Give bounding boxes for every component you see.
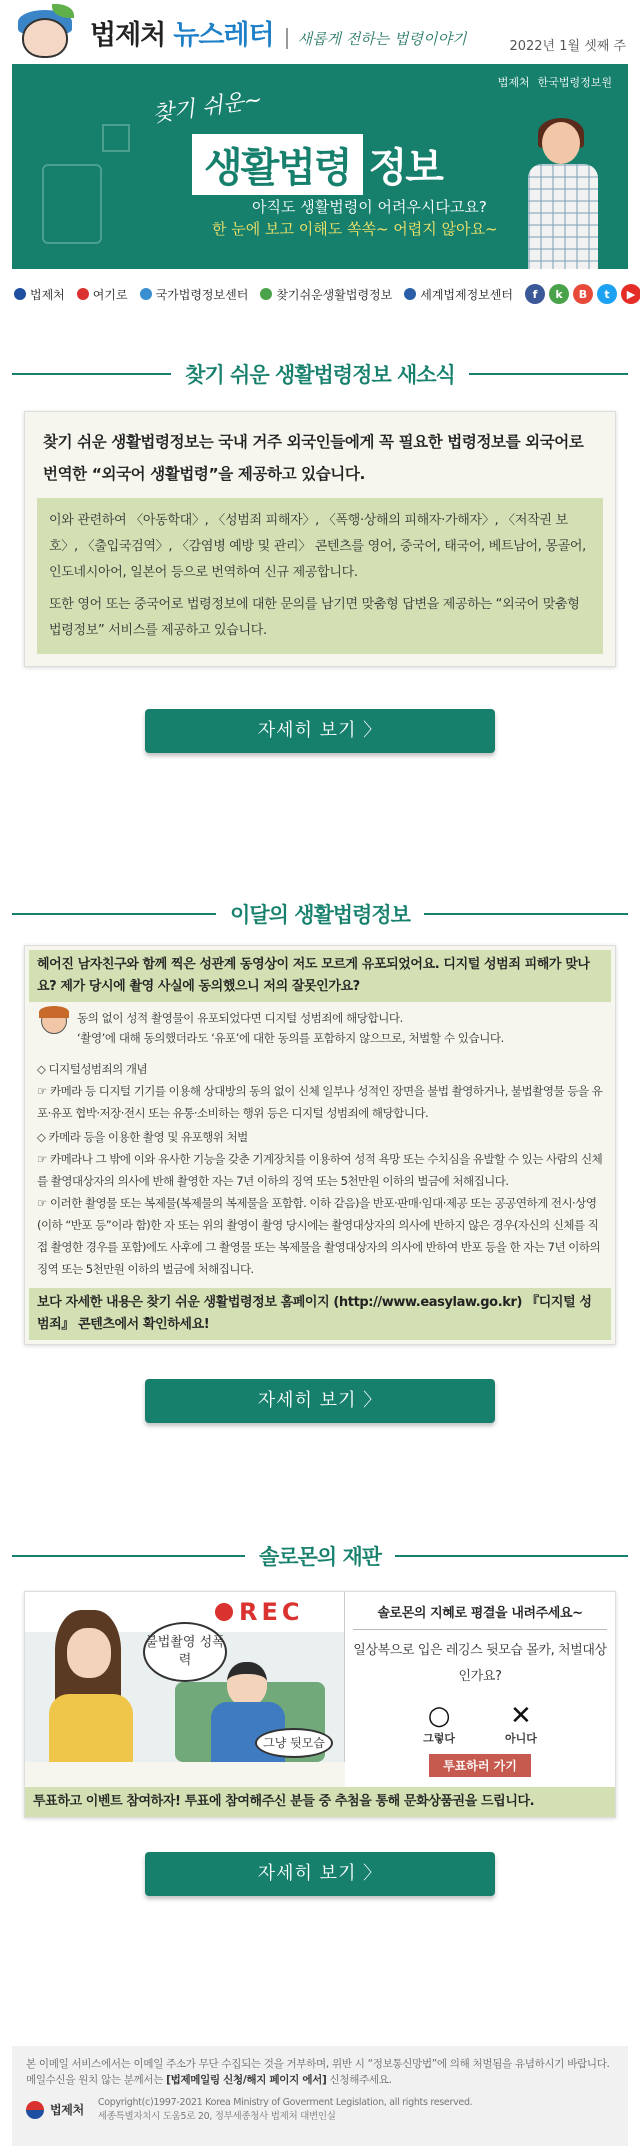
footer-notice: 본 이메일 서비스에서는 이메일 주소가 무단 수집되는 것을 거부하며, 위반 시 “정보통신망법”에 의해 처벌됨을 유념하시기 바랍니다. 메일수신을 원치 않는 분께서는 [법제메일링 신청/해지 페이지 에서] 신청해주세요. bbox=[26, 2058, 610, 2086]
moleg-icon bbox=[14, 288, 26, 300]
section-news-header bbox=[0, 359, 640, 389]
solomon-footer: 투표하고 이벤트 참여하자! 투표에 참여해주신 분들 중 추첨을 통해 문화상품권을 드립니다. bbox=[25, 1787, 615, 1817]
quick-links bbox=[0, 269, 640, 319]
monthly-card bbox=[24, 945, 616, 1345]
monthly-paragraph-3: ☞ 이러한 촬영물 또는 복제물(복제물의 복제물을 포함함. 이하 같음)을 반포·판매·임대·제공 또는 공공연하게 전시·상영(이하 “반포 등”이라 함)한 자 또는 위의 촬영이 촬영 당시에는 촬영대상자의 의사에 반하지 않은 경우(자신의 신체를 직접 촬영한 경우를 포함)에도 사후에 그 촬영물 또는 복제물을 촬영대상자의 의사에 반하여 반포 등을 한 자는 7년 이하의 징역 또는 5천만원 이하의 벌금에 처해집니다. bbox=[37, 1196, 601, 1276]
option-no[interactable] bbox=[505, 1702, 537, 1746]
banner-org-klis: 한국법령정보원 bbox=[537, 76, 612, 89]
quiz-question: 일상복으로 입은 레깅스 뒷모습 몰카, 처벌대상인가요? bbox=[353, 1643, 607, 1684]
option-yes-label: 그렇다 bbox=[423, 1732, 455, 1745]
quiz-options bbox=[353, 1702, 607, 1746]
link-easylaw[interactable]: 찾기쉬운생활법령정보 bbox=[260, 286, 392, 303]
cross-icon: ✕ bbox=[510, 1701, 532, 1731]
footer-logo: 법제처 bbox=[26, 2101, 84, 2119]
comic-illustration bbox=[25, 1592, 345, 1762]
news-card bbox=[24, 411, 616, 667]
news-paragraph-1: 이와 관련하여 〈아동학대〉, 〈성범죄 피해자〉, 〈폭행·상해의 피해자·가해자〉, 〈저작권 보호〉, 〈출입국검역〉, 〈감염병 예방 및 관리〉 콘텐츠를 영어, 중국어, 태국어, 베트남어, 몽골어, 인도네시아어, 일본어 등으로 번역하여 신규 제공합니다. bbox=[49, 513, 586, 580]
brand-sub: 뉴스레터 bbox=[173, 19, 274, 51]
unsubscribe-link[interactable]: [법제메일링 신청/해지 페이지 에서] bbox=[166, 2074, 327, 2086]
banner-subtitle-1: 아직도 생활법령이 어려우시다고요? bbox=[252, 198, 487, 216]
banner-title-plain: 정보 bbox=[368, 145, 442, 191]
link-moleg[interactable]: 법제처 bbox=[14, 286, 65, 303]
solomon-more-button[interactable]: 자세히 보기 〉 bbox=[145, 1852, 495, 1896]
banner-title-boxed: 생활법령 bbox=[192, 134, 363, 195]
monthly-heading-1: ◇ 디지털성범죄의 개념 bbox=[37, 1062, 148, 1076]
earth-icon bbox=[404, 288, 416, 300]
news-more-button[interactable]: 자세히 보기 〉 bbox=[145, 709, 495, 753]
facebook-icon[interactable]: f bbox=[525, 284, 545, 304]
section-solomon-header bbox=[0, 1541, 640, 1571]
brand-main: 법제처 bbox=[90, 19, 166, 51]
quiz-title: 솔로몬의 지혜로 평결을 내려주세요~ bbox=[353, 1602, 607, 1630]
monthly-paragraph-1: ☞ 카메라 등 디지털 기기를 이용해 상대방의 동의 없이 신체 일부나 성적인 장면을 불법 촬영하거나, 불법촬영물 등을 유포·유포 협박·저장·전시 또는 유통·소비하는 행위 등은 디지털 성범죄에 해당합니다. bbox=[37, 1084, 603, 1120]
footer-address: 세종특별자치시 도움5로 20, 정부세종청사 법제처 대변인실 bbox=[97, 2111, 336, 2122]
lawyer-avatar-icon bbox=[37, 1008, 71, 1042]
yeogiro-icon bbox=[77, 288, 89, 300]
solomon-quiz bbox=[345, 1592, 615, 1787]
monthly-body bbox=[29, 1052, 611, 1284]
link-yeogiro[interactable]: 여기로 bbox=[77, 286, 128, 303]
monthly-answer bbox=[29, 1002, 611, 1052]
checkbox-icon bbox=[102, 124, 130, 152]
news-body bbox=[37, 498, 603, 654]
solomon-card bbox=[24, 1591, 616, 1818]
monthly-question: 헤어진 남자친구와 함께 찍은 성관계 동영상이 저도 모르게 유포되었어요. 디지털 성범죄 피해가 맞나요? 제가 당시에 촬영 사실에 동의했으니 저의 잘못인가요? bbox=[29, 950, 611, 1002]
banner-orgs bbox=[498, 74, 612, 90]
banner-kicker: 찾기 쉬운~ bbox=[151, 87, 264, 128]
option-no-label: 아니다 bbox=[505, 1732, 537, 1745]
link-law-go[interactable]: 국가법령정보센터 bbox=[140, 286, 249, 303]
banner-subtitle-2: 한 눈에 보고 이해도 쏙쏙~ 어렵지 않아요~ bbox=[212, 220, 498, 238]
monthly-answer-2: ‘촬영’에 대해 동의했더라도 ‘유포’에 대한 동의를 포함하지 않으므로, 처벌할 수 있습니다. bbox=[77, 1031, 504, 1045]
monthly-answer-1: 동의 없이 성적 촬영물이 유포되었다면 디지털 성범죄에 해당합니다. bbox=[77, 1011, 403, 1025]
page-footer bbox=[12, 2046, 628, 2146]
circle-icon: ○ bbox=[427, 1701, 451, 1731]
rec-indicator: REC bbox=[215, 1598, 304, 1626]
mascot-icon bbox=[12, 4, 84, 60]
section-solomon-title: 솔로몬의 재판 bbox=[258, 1545, 382, 1569]
brand-tagline: 새롭게 전하는 법령이야기 bbox=[286, 28, 467, 49]
vote-button[interactable]: 투표하러 가기 bbox=[429, 1754, 531, 1777]
section-monthly-title: 이달의 생활법령정보 bbox=[230, 903, 410, 927]
monthly-more-button[interactable]: 자세히 보기 〉 bbox=[145, 1379, 495, 1423]
record-icon bbox=[215, 1603, 233, 1621]
search-icon bbox=[260, 288, 272, 300]
speech-bubble-woman: 불법촬영 성폭력 bbox=[143, 1622, 227, 1682]
section-monthly-header bbox=[0, 899, 640, 929]
social-links bbox=[525, 284, 640, 304]
speech-bubble-man: 그냥 뒷모습 bbox=[255, 1728, 333, 1758]
option-yes[interactable] bbox=[423, 1702, 455, 1746]
issue-date: 2022년 1월 셋째 주 bbox=[509, 39, 626, 54]
presenter-illustration bbox=[518, 122, 608, 269]
banner-org-moleg: 법제처 bbox=[497, 76, 530, 89]
kakao-icon[interactable]: k bbox=[549, 284, 569, 304]
section-news-title: 찾기 쉬운 생활법령정보 새소식 bbox=[185, 363, 455, 387]
newsletter-header bbox=[0, 0, 640, 64]
globe-icon bbox=[140, 288, 152, 300]
document-icon bbox=[42, 164, 102, 244]
footer-copyright: Copyright(c)1997-2021 Korea Ministry of Goverment Legislation, all rights reserved. bbox=[97, 2097, 473, 2108]
banner-title bbox=[192, 134, 442, 195]
news-lead: 찾기 쉬운 생활법령정보는 국내 거주 외국인들에게 꼭 필요한 법령정보를 외국어로 번역한 “외국어 생활법령”을 제공하고 있습니다. bbox=[43, 433, 584, 483]
taeguk-icon bbox=[26, 2101, 44, 2119]
blog-icon[interactable]: B bbox=[573, 284, 593, 304]
news-paragraph-2: 또한 영어 또는 중국어로 법령정보에 대한 문의를 남기면 맞춤형 답변을 제공하는 “외국어 맞춤형 법령정보” 서비스를 제공하고 있습니다. bbox=[49, 597, 580, 638]
link-world-law[interactable]: 세계법제정보센터 bbox=[404, 286, 513, 303]
woman-figure bbox=[45, 1610, 145, 1762]
youtube-icon[interactable]: ▶ bbox=[621, 284, 640, 304]
monthly-heading-2: ◇ 카메라 등을 이용한 촬영 및 유포행위 처벌 bbox=[37, 1130, 248, 1144]
hero-banner[interactable] bbox=[12, 64, 628, 269]
twitter-icon[interactable]: t bbox=[597, 284, 617, 304]
monthly-paragraph-2: ☞ 카메라나 그 밖에 이와 유사한 기능을 갖춘 기계장치를 이용하여 성적 욕망 또는 수치심을 유발할 수 있는 사람의 신체를 촬영대상자의 의사에 반해 촬영한 자는 7년 이하의 징역 또는 5천만원 이하의 벌금에 처해집니다. bbox=[37, 1152, 603, 1188]
brand-logo[interactable] bbox=[90, 13, 467, 52]
monthly-footer: 보다 자세한 내용은 찾기 쉬운 생활법령정보 홈페이지 (http://www.easylaw.go.kr) 『디지털 성범죄』 콘텐츠에서 확인하세요! bbox=[29, 1288, 611, 1340]
